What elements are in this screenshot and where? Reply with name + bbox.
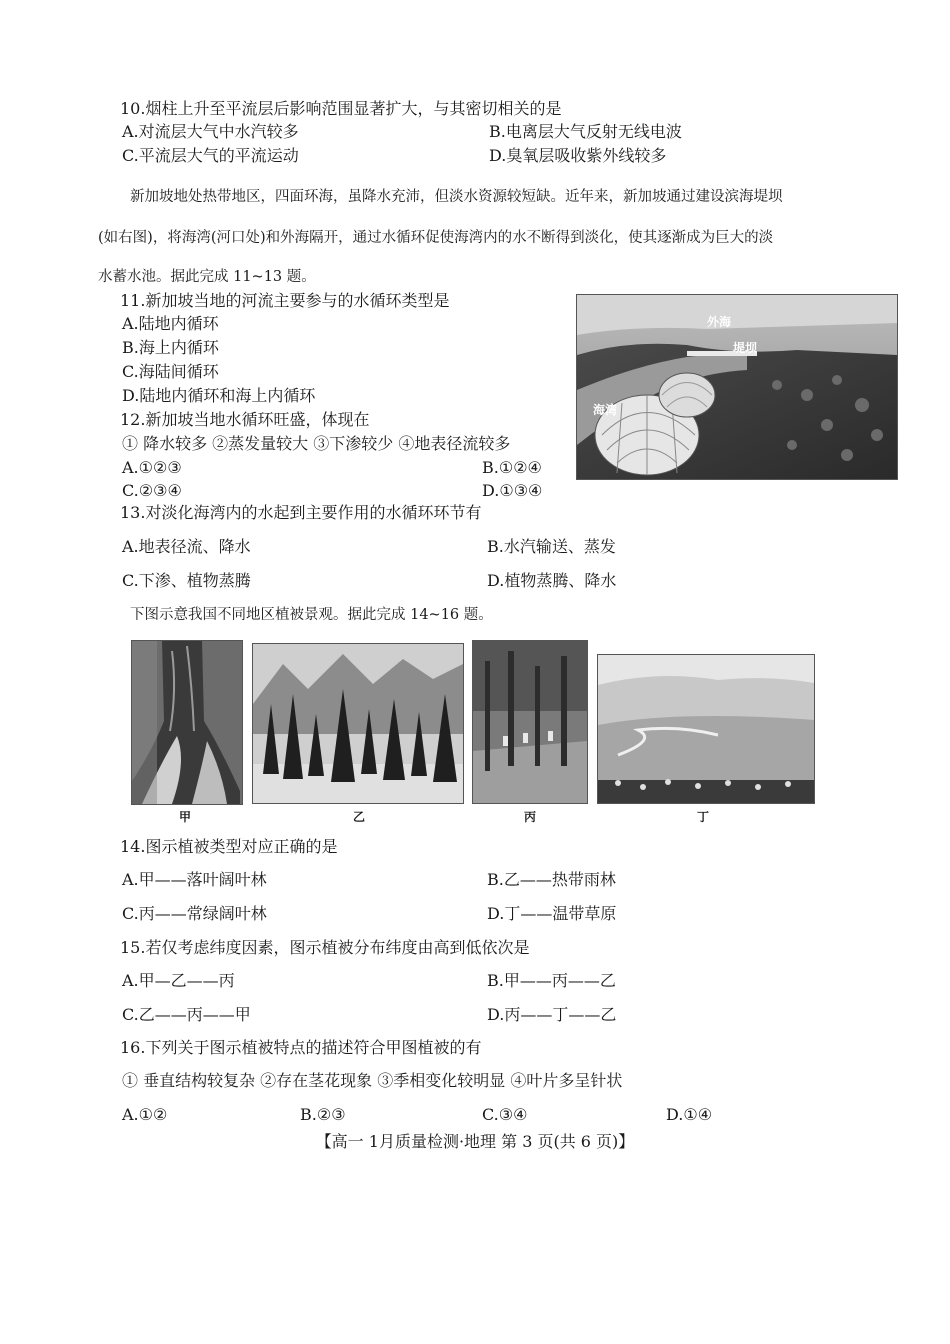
label-outer-sea: 外海: [707, 315, 732, 329]
q13-option-b: B.水汽输送、蒸发: [487, 537, 616, 556]
photo-ding-grassland: [597, 654, 815, 804]
q12-option-b: B.①②④: [482, 458, 542, 477]
q16-option-a: A.①②: [122, 1105, 168, 1124]
q10-option-a: A.对流层大气中水汽较多: [122, 122, 299, 141]
q10-option-d: D.臭氧层吸收紫外线较多: [489, 146, 667, 165]
caption-bing: 丙: [524, 810, 537, 824]
q12-option-a: A.①②③: [122, 458, 182, 477]
q12-option-c: C.②③④: [122, 481, 182, 500]
q15-option-c: C.乙——丙——甲: [122, 1005, 251, 1024]
q14-option-c: C.丙——常绿阔叶林: [122, 904, 267, 923]
q11-option-d: D.陆地内循环和海上内循环: [122, 386, 316, 405]
q16-option-b: B.②③: [300, 1105, 346, 1124]
photo-yi-conifer: [252, 643, 464, 804]
page-footer: 【高一 1月质量检测·地理 第 3 页(共 6 页)】: [315, 1132, 635, 1151]
q12-stem: 12.新加坡当地水循环旺盛，体现在: [120, 410, 370, 429]
q11-stem: 11.新加坡当地的河流主要参与的水循环类型是: [120, 291, 450, 310]
marina-dam-photo: [576, 294, 898, 480]
q14-option-b: B.乙——热带雨林: [487, 870, 616, 889]
q11-option-b: B.海上内循环: [122, 338, 219, 357]
q12-items: ① 降水较多 ②蒸发量较大 ③下渗较少 ④地表径流较多: [122, 434, 511, 453]
q12-option-d: D.①③④: [482, 481, 543, 500]
q10-option-b: B.电离层大气反射无线电波: [489, 122, 682, 141]
passage1-line3: 水蓄水池。据此完成 11~13 题。: [98, 269, 316, 285]
q16-stem: 16.下列关于图示植被特点的描述符合甲图植被的有: [120, 1038, 482, 1057]
passage1-line2: (如右图)，将海湾(河口处)和外海隔开，通过水循环促使海湾内的水不断得到淡化，使其逐渐成为巨大的淡: [98, 230, 774, 246]
q11-option-c: C.海陆间循环: [122, 362, 219, 381]
label-bay: 海湾: [593, 403, 618, 417]
caption-yi: 乙: [353, 810, 366, 824]
q15-option-d: D.丙——丁——乙: [487, 1005, 617, 1024]
q16-option-c: C.③④: [482, 1105, 528, 1124]
q13-option-d: D.植物蒸腾、降水: [487, 571, 617, 590]
q14-option-d: D.丁——温带草原: [487, 904, 617, 923]
q11-option-a: A.陆地内循环: [122, 314, 219, 333]
q14-stem: 14.图示植被类型对应正确的是: [120, 837, 338, 856]
q16-option-d: D.①④: [666, 1105, 713, 1124]
q10-option-c: C.平流层大气的平流运动: [122, 146, 299, 165]
q13-stem: 13.对淡化海湾内的水起到主要作用的水循环环节有: [120, 503, 482, 522]
q14-option-a: A.甲——落叶阔叶林: [122, 870, 267, 889]
passage1-line1: 新加坡地处热带地区，四面环海，虽降水充沛，但淡水资源较短缺。近年来，新加坡通过建设滨海堤坝: [130, 189, 783, 205]
caption-jia: 甲: [179, 810, 192, 824]
passage2-line1: 下图示意我国不同地区植被景观。据此完成 14~16 题。: [130, 607, 493, 623]
photo-bing-deciduous: [472, 640, 588, 804]
q10-stem: 10.烟柱上升至平流层后影响范围显著扩大，与其密切相关的是: [120, 99, 562, 118]
q15-option-a: A.甲—乙——丙: [122, 971, 235, 990]
q15-option-b: B.甲——丙——乙: [487, 971, 616, 990]
caption-ding: 丁: [697, 810, 710, 824]
q16-items: ① 垂直结构较复杂 ②存在茎花现象 ③季相变化较明显 ④叶片多呈针状: [122, 1071, 623, 1090]
q15-stem: 15.若仅考虑纬度因素，图示植被分布纬度由高到低依次是: [120, 938, 530, 957]
photo-jia-rainforest: [131, 640, 243, 805]
q13-option-c: C.下渗、植物蒸腾: [122, 571, 251, 590]
label-dam: 堤坝: [733, 341, 758, 355]
q13-option-a: A.地表径流、降水: [122, 537, 251, 556]
